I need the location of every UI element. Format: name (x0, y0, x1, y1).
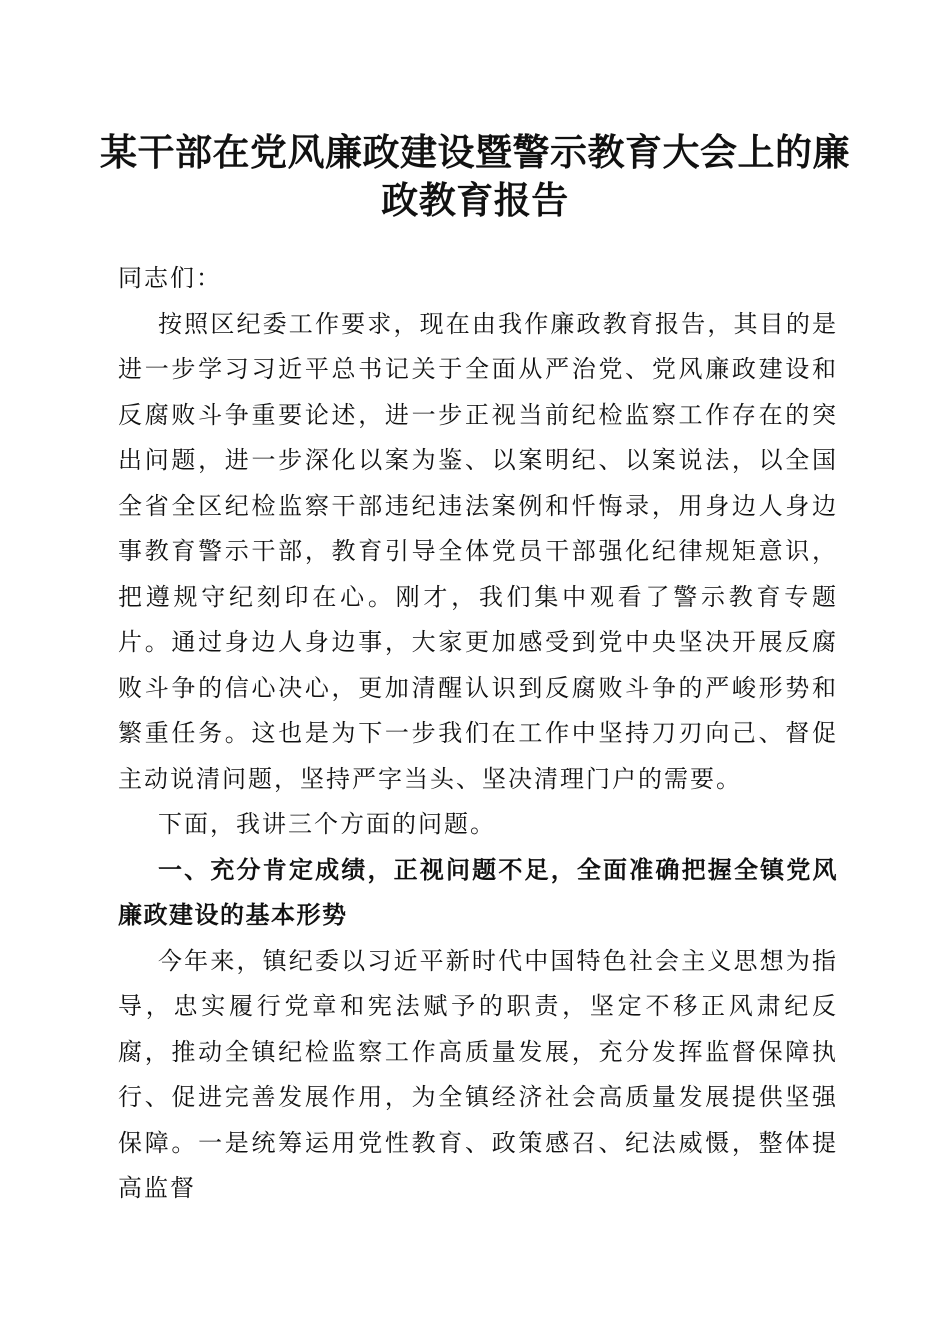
document-title (100, 128, 850, 224)
salutation: 同志们： (118, 264, 222, 292)
paragraph-intro: 按照区纪委工作要求，现在由我作廉政教育报告，其目的是进一步学习习近平总书记关于全面从严治党、党风廉政建设和反腐败斗争重要论述，进一步正视当前纪检监察工作存在的突出问题，进一步深化以案为鉴、以案明纪、以案说法，以全国全省全区纪检监察干部违纪违法案例和忏悔录，用身边人身边事教育警示干部，教育引导全体党员干部强化纪律规矩意识，把遵规守纪刻印在心。刚才，我们集中观看了警示教育专题片。通过身边人身边事，大家更加感受到党中央坚决开展反腐败斗争的信心决心，更加清醒认识到反腐败斗争的严峻形势和繁重任务。这也是为下一步我们在工作中坚持刀刃向己、督促主动说清问题，坚持严字当头、坚决清理门户的需要。 (118, 309, 838, 793)
title-line-1: 某干部在党风廉政建设暨警示教育大会上的廉 (100, 130, 850, 174)
paragraph-outline: 下面，我讲三个方面的问题。 (158, 810, 496, 838)
paragraph-section-1: 今年来，镇纪委以习近平新时代中国特色社会主义思想为指导，忠实履行党章和宪法赋予的职责，坚定不移正风肃纪反腐，推动全镇纪检监察工作高质量发展，充分发挥监督保障执行、促进完善发展作用，为全镇经济社会高质量发展提供坚强保障。一是统筹运用党性教育、政策感召、纪法威慑，整体提高监督 (118, 946, 838, 1202)
document-body (118, 256, 838, 1212)
title-line-2: 政教育报告 (381, 178, 569, 222)
section-heading-1: 一、充分肯定成绩，正视问题不足，全面准确把握全镇党风廉政建设的基本形势 (118, 855, 838, 929)
